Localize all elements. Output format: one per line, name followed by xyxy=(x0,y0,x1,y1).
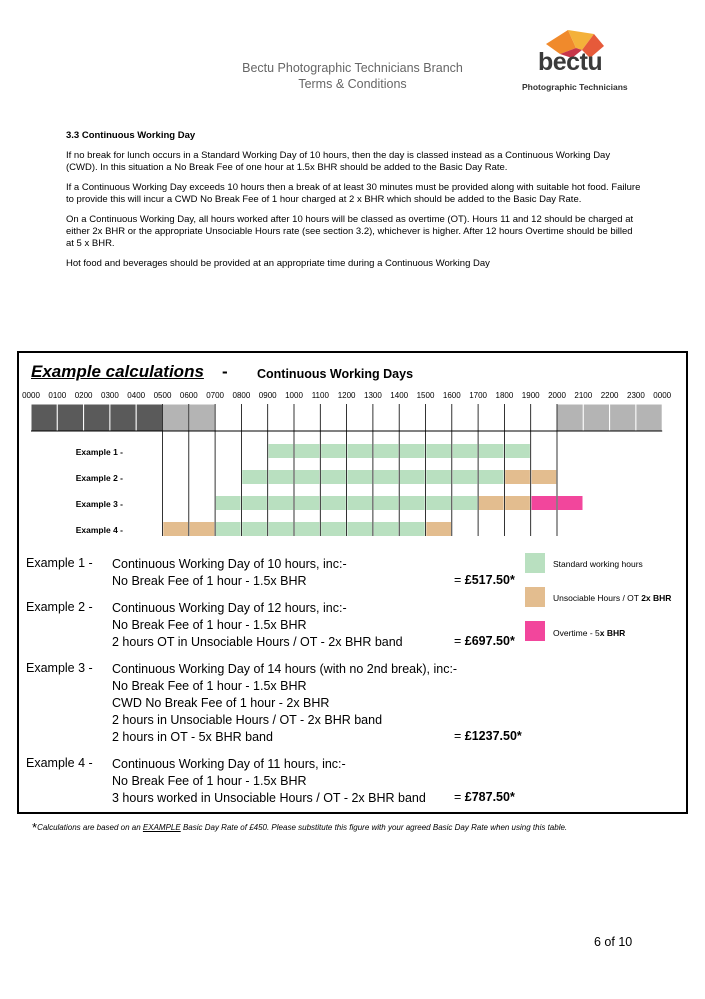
row-label: Example 2 - xyxy=(75,473,123,483)
logo-word: bectu xyxy=(538,48,603,76)
example-line: Continuous Working Day of 11 hours, inc:- xyxy=(112,757,346,771)
timeline-block-standard xyxy=(347,522,372,536)
timeline-block-standard xyxy=(426,496,451,510)
example-1-name: Example 1 - xyxy=(26,556,93,570)
row-label: Example 1 - xyxy=(75,447,123,457)
hour-tick-label: 1200 xyxy=(337,391,356,400)
timeline-block-standard xyxy=(295,496,320,510)
hour-tick-label: 0000 xyxy=(653,391,672,400)
example-2-lines xyxy=(112,600,403,651)
hour-band xyxy=(583,404,609,431)
hour-band xyxy=(347,404,373,431)
timeline-block-standard xyxy=(400,470,425,484)
timeline-block-standard xyxy=(347,444,372,458)
hour-tick-label: 0900 xyxy=(258,391,277,400)
timeline-block-standard xyxy=(295,522,320,536)
hour-tick-label: 2100 xyxy=(574,391,593,400)
example-line: CWD No Break Fee of 1 hour - 2x BHR xyxy=(112,696,330,710)
timeline-block-unsociable xyxy=(426,522,451,536)
timeline-block-standard xyxy=(347,470,372,484)
page-number: 6 of 10 xyxy=(594,935,633,949)
legend-standard-label: Standard working hours xyxy=(553,559,643,569)
hour-band xyxy=(610,404,636,431)
hour-band xyxy=(136,404,162,431)
section-title: 3.3 Continuous Working Day xyxy=(66,130,196,141)
hour-tick-label: 2000 xyxy=(548,391,566,400)
timeline-block-standard xyxy=(505,444,530,458)
hour-band xyxy=(557,404,583,431)
hour-tick-label: 0700 xyxy=(206,391,224,400)
footnote-star: * xyxy=(32,820,38,835)
timeline-block-standard xyxy=(321,496,346,510)
hour-tick-label: 1300 xyxy=(364,391,382,400)
hour-tick-label: 0300 xyxy=(101,391,119,400)
hour-tick-label: 1600 xyxy=(442,391,461,400)
timeline-block-unsociable xyxy=(163,522,188,536)
hour-band xyxy=(189,404,215,431)
hour-tick-label: 2300 xyxy=(627,391,645,400)
timeline-block-standard xyxy=(242,522,267,536)
timeline-block-standard xyxy=(400,522,425,536)
example-line: No Break Fee of 1 hour - 1.5x BHR xyxy=(112,679,307,693)
row-label: Example 3 - xyxy=(75,499,123,509)
hour-tick-label: 1000 xyxy=(285,391,303,400)
timeline-block-overtime xyxy=(532,496,557,510)
terms-title: Terms & Conditions xyxy=(298,77,407,91)
example-4-total: = £787.50* xyxy=(454,790,515,804)
example-line: Continuous Working Day of 12 hours, inc:- xyxy=(112,601,347,615)
hour-band xyxy=(531,404,557,431)
hour-tick-label: 0200 xyxy=(74,391,93,400)
example-4-lines xyxy=(112,756,426,807)
timeline-block-unsociable xyxy=(479,496,504,510)
hour-tick-label: 0000 xyxy=(22,391,40,400)
example-line: Continuous Working Day of 14 hours (with no 2nd break), inc:- xyxy=(112,662,458,676)
legend-unsociable-label: Unsociable Hours / OT 2x BHR xyxy=(553,593,672,603)
example-4-name: Example 4 - xyxy=(26,756,93,770)
example-2-total: = £697.50* xyxy=(454,634,515,648)
timeline-block-standard xyxy=(374,496,399,510)
example-1-total: = £517.50* xyxy=(454,573,515,587)
hour-band xyxy=(215,404,241,431)
legend-swatch-standard xyxy=(525,553,545,573)
timeline-block-standard xyxy=(374,444,399,458)
hour-tick-label: 1900 xyxy=(521,391,540,400)
hour-tick-label: 2200 xyxy=(600,391,619,400)
example-line: No Break Fee of 1 hour - 1.5x BHR xyxy=(112,618,307,632)
timeline-block-standard xyxy=(321,522,346,536)
footnote-emphasis: EXAMPLE xyxy=(142,823,181,832)
hour-band xyxy=(57,404,83,431)
hour-band xyxy=(504,404,530,431)
hour-tick-label: 1400 xyxy=(390,391,409,400)
timeline-block-standard xyxy=(347,496,372,510)
timeline-block-standard xyxy=(269,444,294,458)
section-paragraph-4: Hot food and beverages should be provided at an appropriate time during a Continuous Working Day xyxy=(66,258,490,269)
branch-title: Bectu Photographic Technicians Branch xyxy=(242,61,463,75)
timeline-block-standard xyxy=(426,470,451,484)
hour-band xyxy=(373,404,399,431)
timeline-block-unsociable xyxy=(505,470,530,484)
example-line: 2 hours in Unsociable Hours / OT - 2x BHR band xyxy=(112,713,383,727)
hour-band xyxy=(84,404,110,431)
timeline-block-standard xyxy=(400,496,425,510)
timeline-block-standard xyxy=(295,470,320,484)
timeline-block-standard xyxy=(453,496,478,510)
timeline-block-standard xyxy=(321,470,346,484)
hour-tick-label: 1100 xyxy=(311,391,329,400)
timeline-block-standard xyxy=(453,470,478,484)
hour-band xyxy=(31,404,57,431)
timeline-block-standard xyxy=(269,470,294,484)
timeline-block-unsociable xyxy=(532,470,557,484)
hour-band xyxy=(452,404,478,431)
hour-band xyxy=(426,404,452,431)
section-paragraph-2: If a Continuous Working Day exceeds 10 hours then a break of at least 30 minutes must be provided along with suitable hot food. Failure to provide this will incur a CWD No Break Fee of 1 hour charged at 2 x BHR which should be added to the Basic Day Rate. xyxy=(66,182,641,205)
timeline-block-standard xyxy=(242,496,267,510)
footnote: *Calculations are based on an EXAMPLE Basic Day Rate of £450. Please substitute this figure with your agreed Basic Day Rate when using this table. xyxy=(32,820,568,835)
timeline-block-standard xyxy=(216,522,241,536)
example-3-total: = £1237.50* xyxy=(454,729,522,743)
hour-tick-label: 0100 xyxy=(48,391,67,400)
timeline-block-standard xyxy=(374,522,399,536)
section-paragraph-1: If no break for lunch occurs in a Standard Working Day of 10 hours, then the day is classed instead as a Continuous Working Day (CWD). In this situation a No Break Fee of one hour at 1.5x BHR should be added to the Basic Day Rate. xyxy=(66,150,611,173)
hour-band xyxy=(110,404,136,431)
timeline-block-unsociable xyxy=(505,496,530,510)
hour-band xyxy=(294,404,320,431)
hour-tick-label: 0400 xyxy=(127,391,146,400)
timeline-block-standard xyxy=(400,444,425,458)
legend-swatch-overtime xyxy=(525,621,545,641)
hour-band xyxy=(399,404,425,431)
example-line: No Break Fee of 1 hour - 1.5x BHR xyxy=(112,774,307,788)
timeline-block-unsociable xyxy=(190,522,215,536)
hour-tick-label: 0600 xyxy=(179,391,198,400)
timeline-block-standard xyxy=(295,444,320,458)
timeline-block-standard xyxy=(269,522,294,536)
hour-tick-label: 0800 xyxy=(232,391,251,400)
hour-tick-label: 0500 xyxy=(153,391,172,400)
hour-band xyxy=(320,404,346,431)
example-line: No Break Fee of 1 hour - 1.5x BHR xyxy=(112,574,307,588)
example-line: 2 hours in OT - 5x BHR band xyxy=(112,730,273,744)
hour-band xyxy=(636,404,662,431)
legend-swatch-unsociable xyxy=(525,587,545,607)
example-3-lines xyxy=(112,661,457,746)
example-calculations-subtitle: Continuous Working Days xyxy=(257,367,414,381)
timeline-block-standard xyxy=(479,470,504,484)
timeline-block-standard xyxy=(242,470,267,484)
timeline-block-standard xyxy=(216,496,241,510)
hour-band xyxy=(268,404,294,431)
timeline-block-overtime xyxy=(558,496,583,510)
hour-tick-label: 1500 xyxy=(416,391,435,400)
timeline-block-standard xyxy=(321,444,346,458)
hour-tick-label: 1700 xyxy=(469,391,487,400)
timeline-block-standard xyxy=(374,470,399,484)
logo-subtitle: Photographic Technicians xyxy=(522,82,628,92)
timeline-block-standard xyxy=(479,444,504,458)
legend-overtime-label: Overtime - 5x BHR xyxy=(553,628,626,638)
hour-tick-label: 1800 xyxy=(495,391,514,400)
title-dash: - xyxy=(222,362,228,381)
timeline-block-standard xyxy=(453,444,478,458)
row-label: Example 4 - xyxy=(75,525,123,535)
example-1-lines xyxy=(112,556,347,590)
section-paragraph-3: On a Continuous Working Day, all hours worked after 10 hours will be classed as overtime (OT). Hours 11 and 12 should be charged at either 2x BHR or the appropriate Unsociable Hours rate (see section 3.2), whichever is higher. After 12 hours Overtime should be billed at 5 x BHR. xyxy=(66,214,634,249)
example-2-name: Example 2 - xyxy=(26,600,93,614)
timeline-block-standard xyxy=(269,496,294,510)
hour-band xyxy=(241,404,267,431)
hour-band xyxy=(478,404,504,431)
example-line: 2 hours OT in Unsociable Hours / OT - 2x BHR band xyxy=(112,635,403,649)
example-calculations-title: Example calculations xyxy=(31,362,204,381)
timeline-block-standard xyxy=(426,444,451,458)
example-line: 3 hours worked in Unsociable Hours / OT - 2x BHR band xyxy=(112,791,426,805)
hour-band xyxy=(163,404,189,431)
example-3-name: Example 3 - xyxy=(26,661,93,675)
example-line: Continuous Working Day of 10 hours, inc:- xyxy=(112,557,347,571)
